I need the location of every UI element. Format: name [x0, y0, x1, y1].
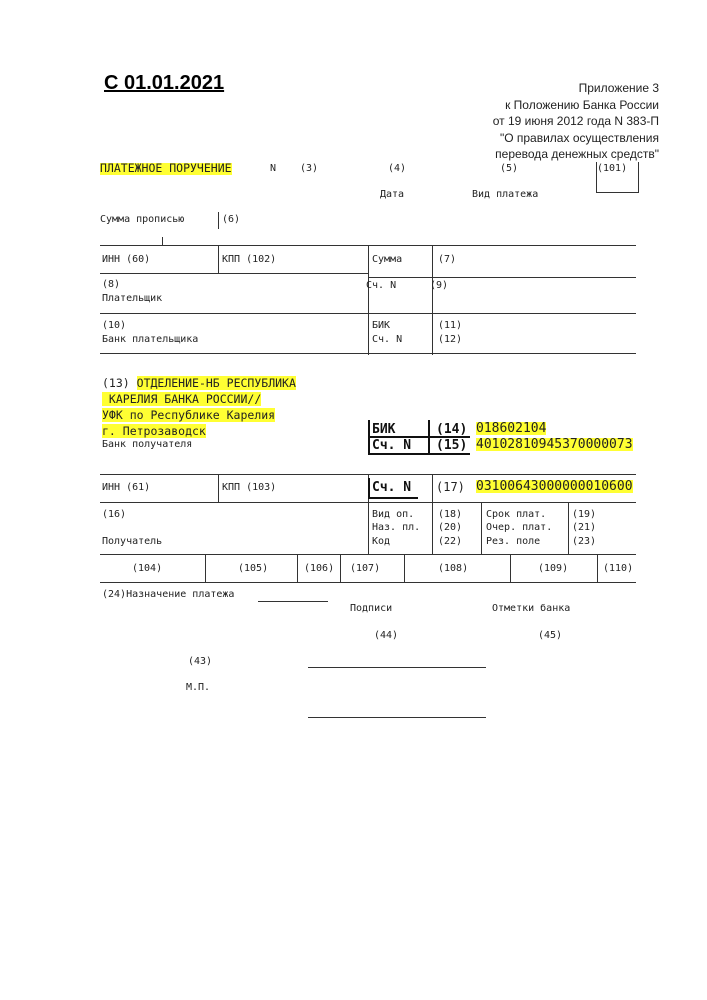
tax-divider: [510, 554, 511, 582]
main-divider-bold: [368, 478, 370, 498]
tax-divider: [404, 554, 405, 582]
inn-kpp-divider: [218, 245, 219, 273]
appendix-line: от 19 июня 2012 года N 383-П: [492, 114, 659, 128]
field-43: (43): [188, 656, 213, 667]
field-5: (5): [500, 163, 519, 174]
op-type-label: Вид оп.: [372, 509, 415, 520]
payer-label: Плательщик: [102, 293, 163, 304]
field-105: (105): [238, 563, 269, 574]
field-17: (17): [436, 480, 465, 494]
field-12: (12): [438, 334, 463, 345]
box-101-bottom: [596, 192, 639, 193]
signature-line: [308, 667, 486, 668]
field-21: (21): [572, 522, 597, 533]
payer-account-label: Сч. N: [366, 280, 397, 291]
value-divider: [432, 245, 433, 355]
tax-divider: [297, 554, 298, 582]
recipient-kpp: КПП (103): [222, 482, 277, 493]
amount-words-divider: [218, 212, 219, 229]
field-110: (110): [603, 563, 634, 574]
recipient-bank-name-line: ОТДЕЛЕНИЕ-НБ РЕСПУБЛИКА: [136, 376, 296, 390]
recipient-bank-name-line: г. Петрозаводск: [102, 424, 206, 438]
appendix-line: к Положению Банка России: [505, 97, 659, 112]
row-line: [100, 353, 636, 354]
field-44: (44): [374, 630, 399, 641]
reserve-label: Рез. поле: [486, 536, 541, 547]
field-14: (14): [436, 422, 468, 437]
recipient-bank-account-value: 40102810945370000073: [476, 437, 633, 452]
recipient-acc-underline: [368, 497, 418, 499]
row-line: [100, 313, 636, 314]
number-label: N: [270, 163, 277, 174]
field-107: (107): [350, 563, 381, 574]
field-15: (15): [436, 438, 468, 453]
recipient-bank-name-line: КАРЕЛИЯ БАНКА РОССИИ//: [102, 392, 262, 406]
main-divider: [368, 502, 369, 554]
field-22: (22): [438, 536, 463, 547]
bank-marks-label: Отметки банка: [492, 603, 571, 614]
field-9: (9): [430, 280, 449, 291]
payment-type-label: Вид платежа: [472, 189, 539, 200]
main-divider: [368, 245, 369, 355]
acc-row-line: [368, 453, 470, 455]
code-label: Код: [372, 536, 391, 547]
date-label: Дата: [380, 189, 405, 200]
due-label: Срок плат.: [486, 509, 547, 520]
purpose-code-label: Наз. пл.: [372, 522, 421, 533]
purpose-underline: [258, 601, 328, 602]
value-divider: [432, 474, 433, 554]
stamp-label: М.П.: [186, 682, 211, 693]
field-108: (108): [438, 563, 469, 574]
row-line: [100, 554, 636, 555]
recipient-account-value: 03100643000000010600: [476, 479, 633, 494]
recipient-bank-label: Банк получателя: [102, 439, 193, 450]
payer-bik-label: БИК: [372, 320, 391, 331]
field-19: (19): [572, 509, 597, 520]
appendix-line: перевода денежных средств": [495, 147, 659, 161]
recipient-inn: ИНН (61): [102, 482, 151, 493]
field-13: (13): [102, 376, 130, 390]
tax-divider: [205, 554, 206, 582]
field-23: (23): [572, 536, 597, 547]
priority-label: Очер. плат.: [486, 522, 553, 533]
recipient-acc-label: Сч. N: [372, 480, 412, 495]
field-101: (101): [597, 163, 628, 174]
field-10: (10): [102, 320, 127, 331]
field-45: (45): [538, 630, 563, 641]
due-divider: [481, 502, 482, 554]
field-11: (11): [438, 320, 463, 331]
tax-divider: [340, 554, 341, 582]
row-line: [368, 277, 636, 278]
due-value-divider: [568, 502, 569, 554]
document-title: ПЛАТЕЖНОЕ ПОРУЧЕНИЕ: [100, 161, 232, 175]
field-104: (104): [132, 563, 163, 574]
field-109: (109): [538, 563, 569, 574]
field-8: (8): [102, 279, 121, 290]
recipient-bik-label: БИК: [372, 422, 396, 437]
appendix-line: "О правилах осуществления: [499, 130, 659, 145]
amount-words-tick: [162, 237, 163, 245]
box-101-left: [596, 162, 597, 192]
box-101-right: [638, 162, 639, 192]
signature-line: [308, 717, 486, 718]
tax-divider: [597, 554, 598, 582]
field-6: (6): [222, 214, 241, 225]
field-20: (20): [438, 522, 463, 533]
field-16: (16): [102, 509, 127, 520]
field-4: (4): [388, 163, 407, 174]
payer-kpp: КПП (102): [222, 254, 277, 265]
recipient-bik-value: 018602104: [476, 421, 547, 436]
payer-bank-label: Банк плательщика: [102, 334, 199, 345]
row-line: [100, 273, 368, 274]
payer-inn: ИНН (60): [102, 254, 151, 265]
amount-words-label: Сумма прописью: [100, 214, 185, 225]
recipient-bank-name-line: УФК по Республике Карелия: [102, 408, 276, 422]
inn-kpp-divider: [218, 474, 219, 502]
field-106: (106): [304, 563, 335, 574]
effective-date: С 01.01.2021: [104, 72, 225, 94]
field-3: (3): [300, 163, 319, 174]
recipient-bank-acc-label: Сч. N: [372, 438, 412, 453]
recipient-label: Получатель: [102, 536, 163, 547]
recipient-bank-block: [102, 375, 296, 439]
sum-label: Сумма: [372, 254, 403, 265]
row-line: [100, 582, 636, 583]
field-18: (18): [438, 509, 463, 520]
payment-purpose-label: (24)Назначение платежа: [102, 589, 235, 600]
appendix-block: [493, 80, 659, 163]
appendix-line: Приложение 3: [578, 81, 659, 95]
payer-bank-acc-label: Сч. N: [372, 334, 403, 345]
field-7: (7): [438, 254, 457, 265]
signatures-label: Подписи: [350, 603, 393, 614]
